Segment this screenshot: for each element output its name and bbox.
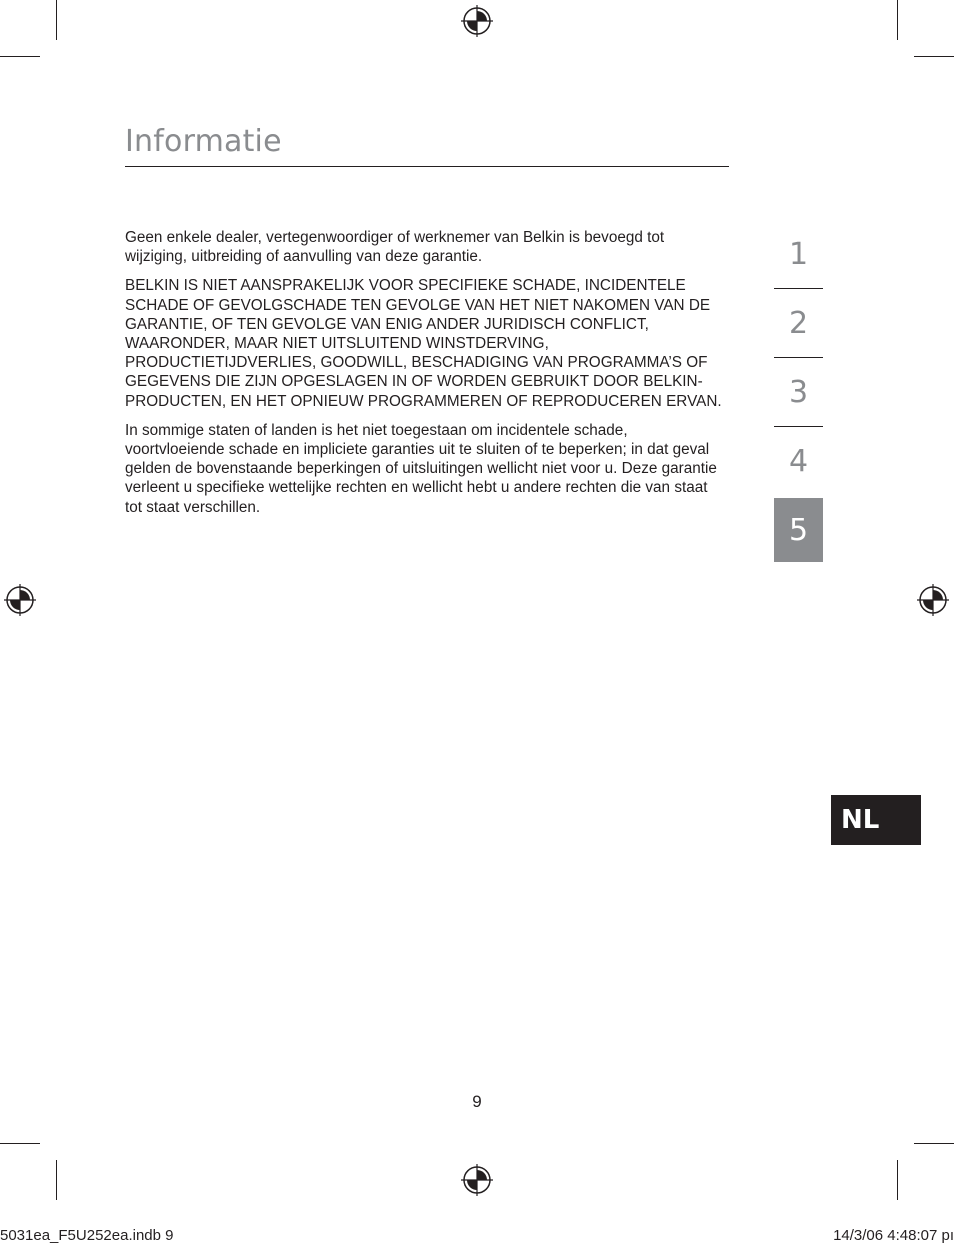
registration-mark-icon	[4, 584, 36, 616]
registration-mark-icon	[461, 1164, 493, 1196]
chapter-tabs	[774, 222, 823, 567]
page-number: 9	[472, 1092, 482, 1111]
language-tab[interactable]	[831, 795, 921, 845]
slug-file-info: 5031ea_F5U252ea.indb 9	[0, 1227, 174, 1244]
registration-mark-icon	[461, 5, 493, 37]
crop-mark-top-right-horizontal	[914, 56, 954, 57]
chapter-tab-5-active[interactable]: 5	[774, 498, 823, 562]
crop-mark-top-left-horizontal	[0, 56, 40, 57]
chapter-tab-2[interactable]: 2	[774, 291, 823, 355]
page-title: Informatie	[125, 124, 282, 159]
paragraph-liability: BELKIN IS NIET AANSPRAKELIJK VOOR SPECIFIEKE SCHADE, INCIDENTELE SCHADE OF GEVOLGSCHADE TEN GEVOLGE VAN HET NIET NAKOMEN VAN DE GARANTIE, OF TEN GEVOLGE VAN ENIG ANDER JURIDISCH CONFLICT, WAARONDER, MAAR NIET UITSLUITEND WINSTDERVING, PRODUCTIETIJDVERLIES, GOODWILL, BESCHADIGING VAN PROGRAMMA’S OF GEGEVENS DIE ZIJN OPGESLAGEN IN OF WORDEN GEBRUIKT DOOR BELKIN-PRODUCTEN, EN HET OPNIEUW PROGRAMMEREN OF REPRODUCEREN ERVAN.	[125, 277, 722, 410]
crop-mark-bottom-left-vertical	[56, 1160, 57, 1200]
chapter-tab-1[interactable]: 1	[774, 222, 823, 286]
crop-mark-bottom-right-horizontal	[914, 1143, 954, 1144]
language-tab-label: NL	[841, 805, 880, 835]
crop-mark-top-left-vertical	[56, 0, 57, 40]
chapter-tab-4[interactable]: 4	[788, 443, 809, 479]
paragraph-dealer: Geen enkele dealer, vertegenwoordiger of werknemer van Belkin is bevoegd tot wijziging, uitbreiding of aanvulling van deze garantie.	[125, 229, 665, 266]
crop-mark-top-right-vertical	[897, 0, 898, 40]
title-divider	[125, 166, 729, 167]
slug-timestamp: 14/3/06 4:48:07 pı	[833, 1227, 954, 1244]
crop-mark-bottom-right-vertical	[897, 1160, 898, 1200]
chapter-tab-3[interactable]: 3	[774, 360, 823, 424]
registration-mark-icon	[917, 584, 949, 616]
body-text	[125, 228, 725, 527]
paragraph-jurisdiction: In sommige staten of landen is het niet toegestaan om incidentele schade, voortvloeiende schade en impliciete garanties uit te sluiten of te beperken; in dat geval gelden de bovenstaande beperkingen of uitsluitingen wellicht niet voor u. Deze garantie verleent u specifieke wettelijke rechten en wellicht hebt u andere rechten die van staat tot staat verschillen.	[125, 421, 717, 516]
crop-mark-bottom-left-horizontal	[0, 1143, 40, 1144]
